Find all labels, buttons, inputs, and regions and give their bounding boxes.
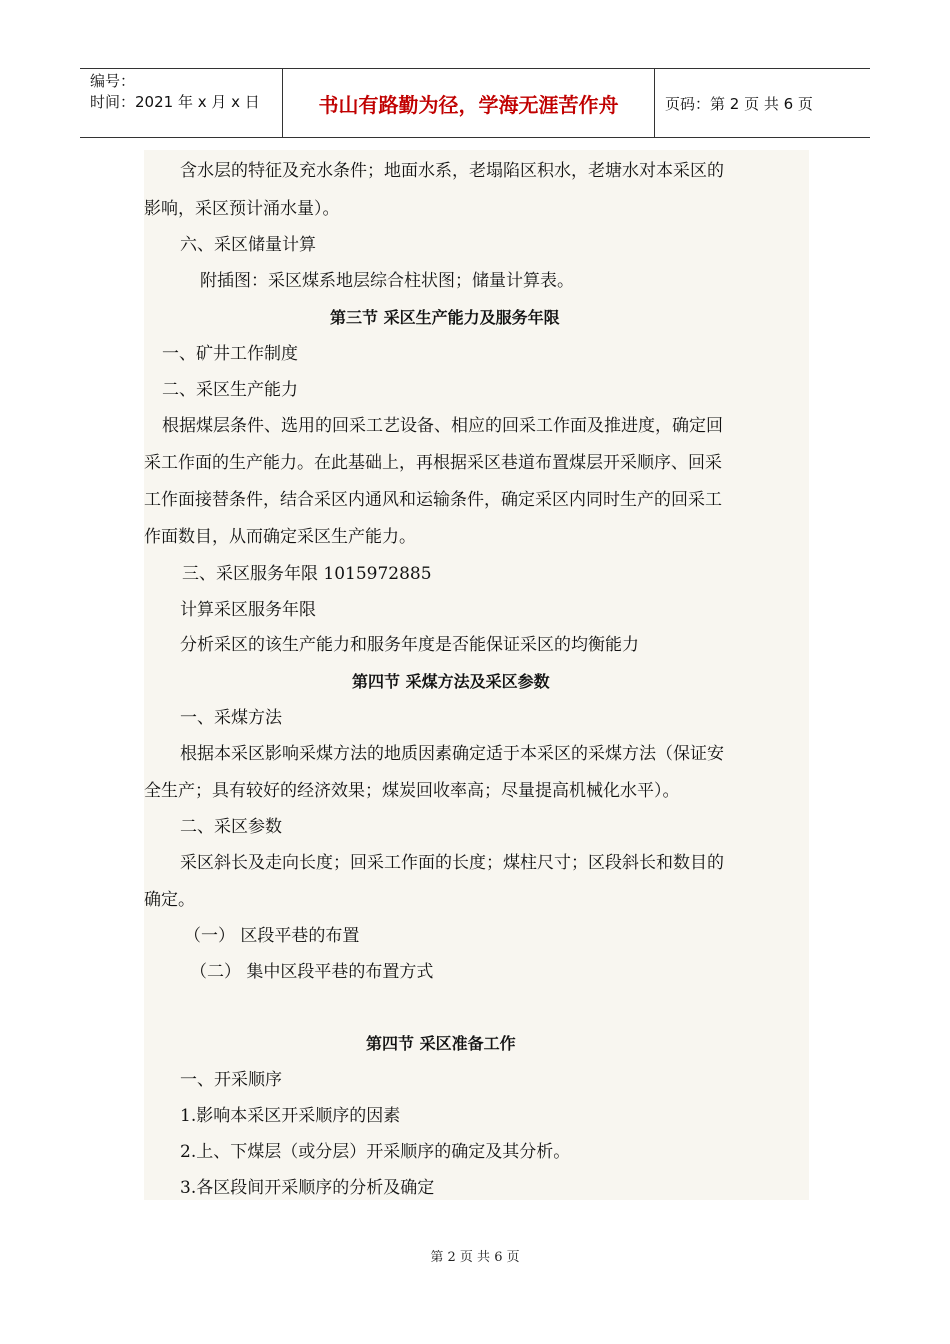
page-header — [80, 68, 870, 138]
header-motto: 书山有路勤为径，学海无涯苦作舟 — [282, 69, 655, 137]
body-line: （二） 集中区段平巷的布置方式 — [190, 962, 434, 982]
body-line: 根据煤层条件、选用的回采工艺设备、相应的回采工作面及推进度，确定回 — [162, 416, 723, 436]
header-page-label: 页码：第 2 页 共 6 页 — [665, 94, 813, 113]
page-footer: 第 2 页 共 6 页 — [430, 1250, 520, 1265]
body-line: 1.影响本采区开采顺序的因素 — [180, 1106, 401, 1126]
body-line: 计算采区服务年限 — [180, 600, 316, 620]
body-line: 二、采区参数 — [180, 817, 282, 837]
body-line: 根据本采区影响采煤方法的地质因素确定适于本采区的采煤方法（保证安 — [180, 744, 724, 764]
body-line: 一、采煤方法 — [180, 708, 282, 728]
body-line: （一） 区段平巷的布置 — [184, 926, 360, 946]
body-line: 含水层的特征及充水条件；地面水系，老塌陷区积水，老塘水对本采区的 — [180, 161, 724, 181]
body-line: 影响，采区预计涌水量）。 — [144, 199, 340, 219]
code-label: 编号： — [90, 72, 136, 90]
time-label: 时间：2021 年 x 月 x 日 — [90, 93, 260, 111]
body-line: 2.上、下煤层（或分层）开采顺序的确定及其分析。 — [180, 1142, 571, 1162]
body-line: 工作面接替条件，结合采区内通风和运输条件，确定采区内同时生产的回采工 — [144, 490, 722, 510]
body-line: 附插图：采区煤系地层综合柱状图；储量计算表。 — [200, 271, 574, 291]
body-line: 采区斜长及走向长度；回采工作面的长度；煤柱尺寸；区段斜长和数目的 — [180, 853, 724, 873]
body-line: 分析采区的该生产能力和服务年度是否能保证采区的均衡能力 — [180, 635, 639, 655]
body-line: 确定。 — [144, 890, 195, 910]
body-line: 全生产；具有较好的经济效果；煤炭回收率高；尽量提高机械化水平）。 — [144, 781, 680, 801]
body-line: 三、采区服务年限 1015972885 — [182, 564, 432, 584]
body-line: 六、采区储量计算 — [180, 235, 316, 255]
body-line: 3.各区段间开采顺序的分析及确定 — [180, 1178, 435, 1198]
body-line: 一、矿井工作制度 — [162, 344, 298, 364]
body-line: 作面数目，从而确定采区生产能力。 — [144, 527, 416, 547]
section-title: 第四节 采区准备工作 — [366, 1034, 516, 1053]
section-title: 第四节 采煤方法及采区参数 — [352, 672, 550, 691]
section-title: 第三节 采区生产能力及服务年限 — [330, 308, 560, 327]
body-line: 一、开采顺序 — [180, 1070, 282, 1090]
body-line: 二、采区生产能力 — [162, 380, 298, 400]
header-left — [80, 69, 282, 137]
body-line: 采工作面的生产能力。在此基础上，再根据采区巷道布置煤层开采顺序、回采 — [144, 453, 722, 473]
